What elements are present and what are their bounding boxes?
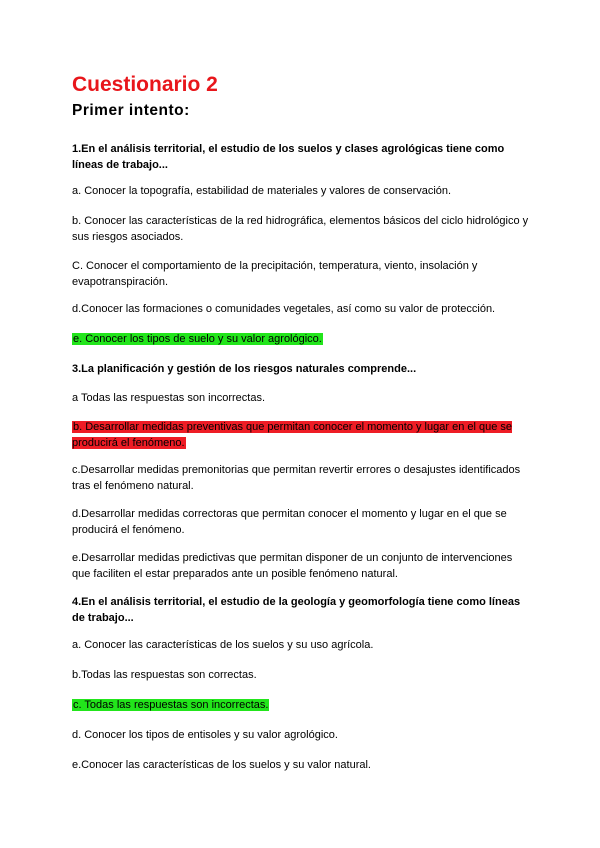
question-1-option-c: C. Conocer el comportamiento de la precipitación, temperatura, viento, insolación y evapotranspiración. bbox=[72, 260, 478, 288]
correct-answer-highlight: c. Todas las respuestas son incorrectas. bbox=[73, 699, 269, 711]
question-4-text: 4.En el análisis territorial, el estudio de la geología y geomorfología tiene como líneas de trabajo... bbox=[72, 596, 521, 624]
question-4-option-e: e.Conocer las características de los suelos y su valor natural. bbox=[72, 759, 371, 771]
question-1-option-e bbox=[72, 331, 532, 347]
question-1-option-b: b. Conocer las características de la red hidrográfica, elementos básicos del ciclo hidrológico y sus riesgos asociados. bbox=[72, 215, 529, 243]
question-3-option-b bbox=[72, 419, 532, 451]
attempt-subtitle: Primer intento: bbox=[72, 102, 190, 119]
question-3-option-a: a Todas las respuestas son incorrectas. bbox=[72, 392, 266, 404]
correct-answer-highlight: e. Conocer los tipos de suelo y su valor agrológico. bbox=[73, 333, 322, 345]
question-4-option-d: d. Conocer los tipos de entisoles y su valor agrológico. bbox=[72, 729, 338, 741]
question-3-option-e: e.Desarrollar medidas predictivas que permitan disponer de un conjunto de intervenciones que faciliten el estar preparados ante un posible fenómeno natural. bbox=[72, 552, 513, 580]
question-4-option-c bbox=[72, 697, 532, 713]
question-1-text: 1.En el análisis territorial, el estudio de los suelos y clases agrológicas tiene como líneas de trabajo... bbox=[72, 143, 505, 171]
document-title: Cuestionario 2 bbox=[72, 73, 218, 96]
question-3-option-d: d.Desarrollar medidas correctoras que permitan conocer el momento y lugar en el que se producirá el fenómeno. bbox=[72, 508, 507, 536]
question-3-option-c: c.Desarrollar medidas premonitorias que permitan revertir errores o desajustes identificados tras el fenómeno natural. bbox=[72, 464, 521, 492]
wrong-answer-highlight: b. Desarrollar medidas preventivas que permitan conocer el momento y lugar en el que se producirá el fenómeno. bbox=[72, 421, 513, 449]
question-4-option-b: b.Todas las respuestas son correctas. bbox=[72, 669, 257, 681]
question-1-option-d: d.Conocer las formaciones o comunidades vegetales, así como su valor de protección. bbox=[72, 303, 496, 315]
question-1-option-a: a. Conocer la topografía, estabilidad de materiales y valores de conservación. bbox=[72, 185, 452, 197]
question-4-option-a: a. Conocer las características de los suelos y su uso agrícola. bbox=[72, 639, 374, 651]
question-3-text: 3.La planificación y gestión de los riesgos naturales comprende... bbox=[72, 363, 417, 375]
